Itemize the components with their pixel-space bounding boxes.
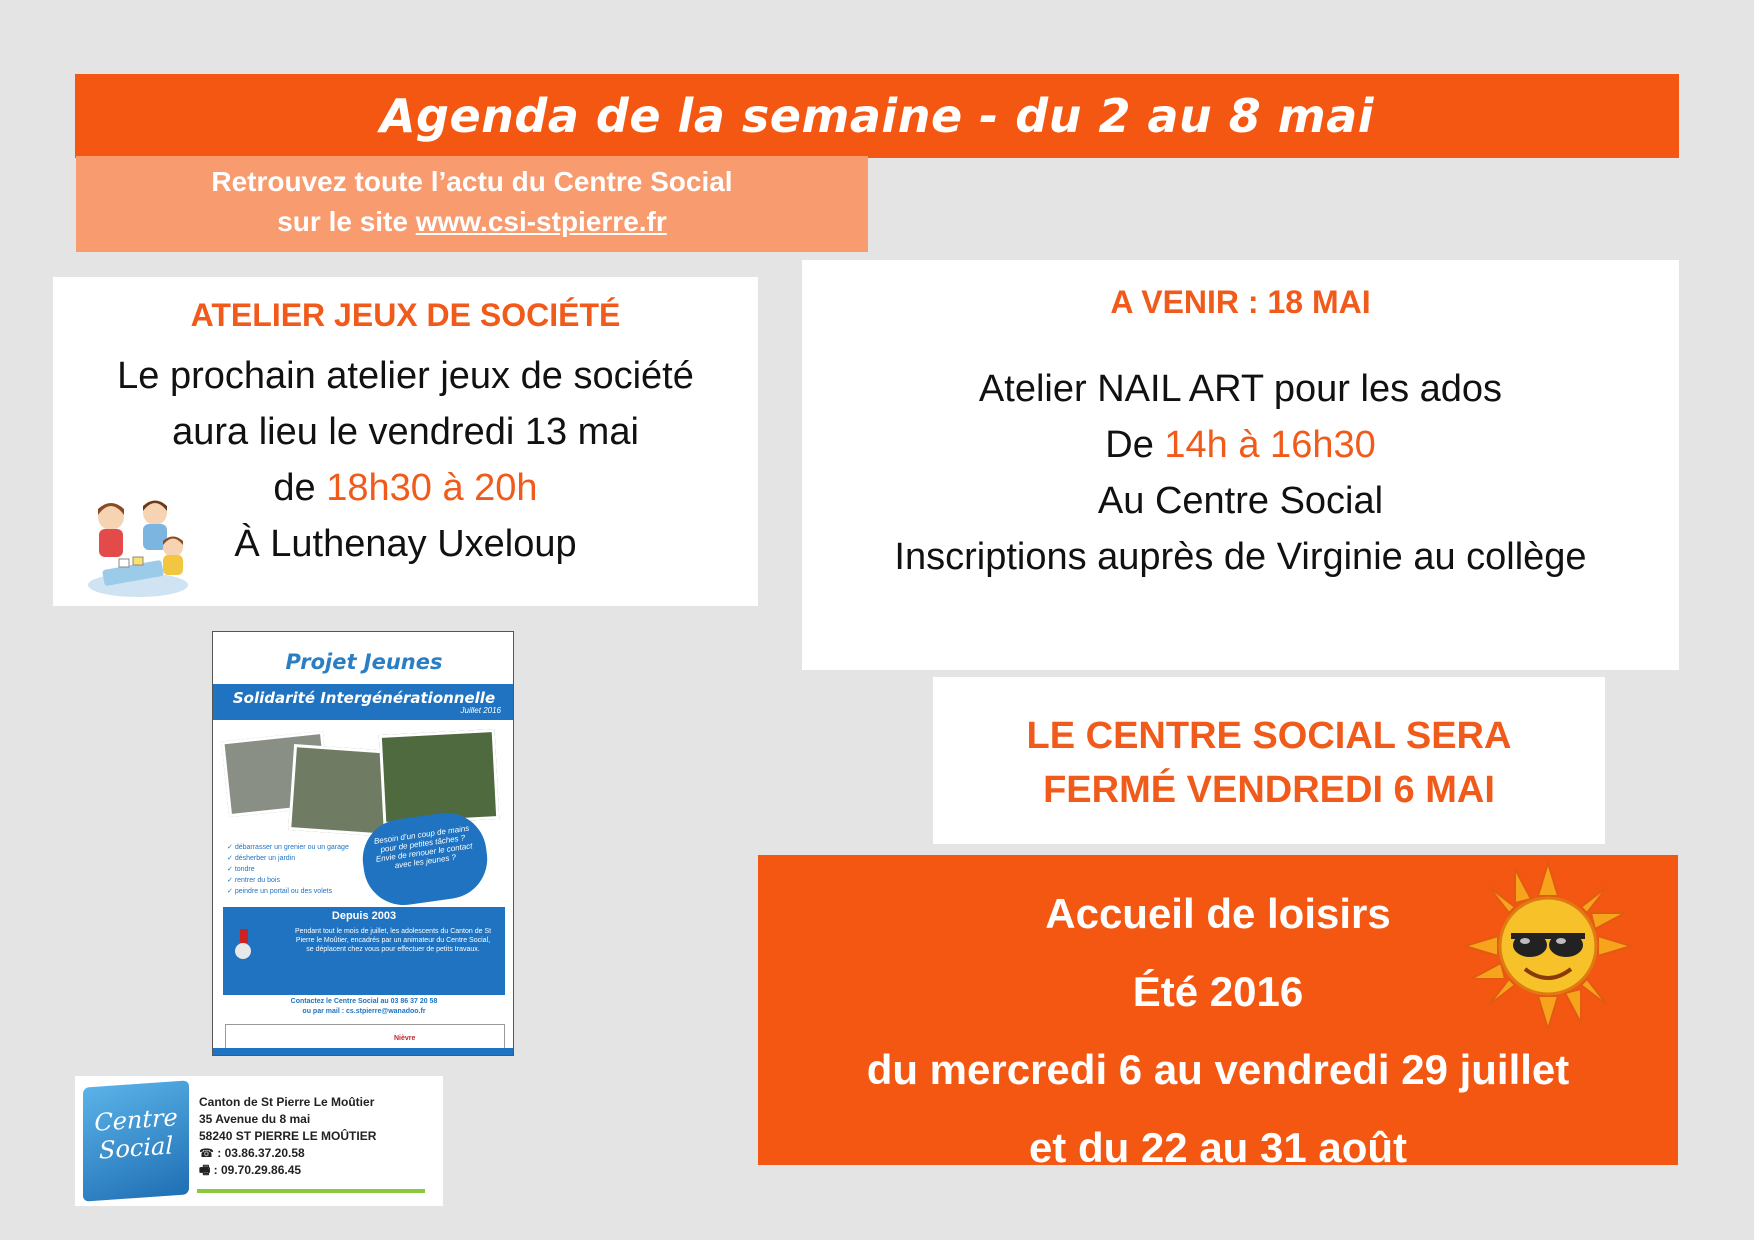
atelier-jeux-prefix: de [273,467,327,509]
poster-title: Projet Jeunes [285,650,443,674]
contact-phone: ☎ : 03.86.37.20.58 [199,1146,305,1160]
a-venir-line2 [802,417,1679,473]
contact-line3: 58240 ST PIERRE LE MOÛTIER [199,1129,377,1143]
poster-partners [225,1024,505,1050]
page-title: Agenda de la semaine - du 2 au 8 mai [379,89,1375,143]
atelier-jeux-heading: ATELIER JEUX DE SOCIÉTÉ [190,297,621,333]
fermeture-line2: FERMÉ VENDREDI 6 MAI [1043,769,1495,811]
poster-task-list [227,842,357,897]
title-banner [75,74,1679,158]
site-banner-line2 [76,202,868,242]
atelier-jeux-time: 18h30 à 20h [326,467,538,509]
a-venir-line3: Au Centre Social [1097,480,1384,522]
poster-contact1: Contactez le Centre Social au 03 86 37 20 58 [290,998,438,1005]
poster-task: ✓ débarrasser un grenier ou un garage [227,844,349,851]
poster-footer-bar [213,1048,514,1056]
poster-task-text: tondre [234,866,255,873]
sun-with-sunglasses-icon [1463,861,1633,1031]
loisirs-line4: et du 22 au 31 août [1028,1124,1408,1171]
contact-accent-bar [197,1189,425,1193]
poster-task-text: débarrasser un grenier ou un garage [234,844,349,851]
poster-task-text: peindre un portail ou des volets [234,888,333,895]
a-venir-prefix: De [1105,424,1165,466]
poster-bubble-text: Besoin d’un coup de mains pour de petites tâches ? Envie de renouer le contact avec les jeunes ? [373,823,473,871]
atelier-jeux-line1: Le prochain atelier jeux de société [117,355,694,397]
poster-info-block [223,907,505,995]
site-banner-line1: Retrouvez toute l’actu du Centre Social [211,166,733,197]
poster-body: Pendant tout le mois de juillet, les adolescents du Canton de St Pierre le Moûtier, encadrés par un animateur du Centre Social, se déplacent chez vous pour effectuer de petits travaux. [294,928,492,953]
loisirs-line2: Été 2016 [1132,968,1304,1015]
contact-line1: Canton de St Pierre Le Moûtier [199,1095,375,1109]
medal-icon [235,929,253,963]
atelier-jeux-card [53,277,758,606]
logo-line2: Social [99,1131,173,1165]
poster-task-text: désherber un jardin [234,855,296,862]
a-venir-heading: A VENIR : 18 MAI [1110,284,1371,320]
loisirs-line3: du mercredi 6 au vendredi 29 juillet [866,1046,1570,1093]
loisirs-line1: Accueil de loisirs [1045,890,1391,937]
poster-task: ✓ rentrer du bois [227,877,280,884]
children-playing-illustration [83,495,193,600]
a-venir-line4: Inscriptions auprès de Virginie au collège [894,536,1587,578]
poster-task: ✓ désherber un jardin [227,855,296,862]
poster-task: ✓ peindre un portail ou des volets [227,888,333,895]
site-link[interactable]: www.csi-stpierre.fr [415,206,667,237]
nievre-logo: Nièvre [394,1035,416,1042]
contact-card [75,1076,443,1206]
atelier-jeux-location: À Luthenay Uxeloup [234,523,577,565]
a-venir-card [802,260,1679,670]
poster-task: ✓ tondre [227,866,255,873]
fermeture-line1: LE CENTRE SOCIAL SERA [1026,715,1512,757]
poster-contact2: ou par mail : cs.stpierre@wanadoo.fr [302,1008,426,1015]
atelier-jeux-line2: aura lieu le vendredi 13 mai [172,411,639,453]
projet-jeunes-poster [212,631,514,1056]
accueil-loisirs-card [758,855,1678,1171]
contact-fax: 🖷 : 09.70.29.86.45 [199,1163,302,1177]
contact-line2: 35 Avenue du 8 mai [199,1112,311,1126]
poster-task-text: rentrer du bois [234,877,280,884]
site-banner-prefix: sur le site [277,206,416,237]
a-venir-time: 14h à 16h30 [1164,424,1376,466]
poster-date: Juillet 2016 [460,706,501,715]
a-venir-line1: Atelier NAIL ART pour les ados [978,368,1503,410]
centre-social-logo [83,1080,189,1201]
contact-address [199,1094,376,1179]
poster-subtitle: Solidarité Intergénérationnelle [232,689,496,707]
poster-since: Depuis 2003 [331,910,397,922]
site-banner [76,156,868,252]
logo-line1: Centre [94,1103,178,1137]
fermeture-card [933,677,1605,844]
